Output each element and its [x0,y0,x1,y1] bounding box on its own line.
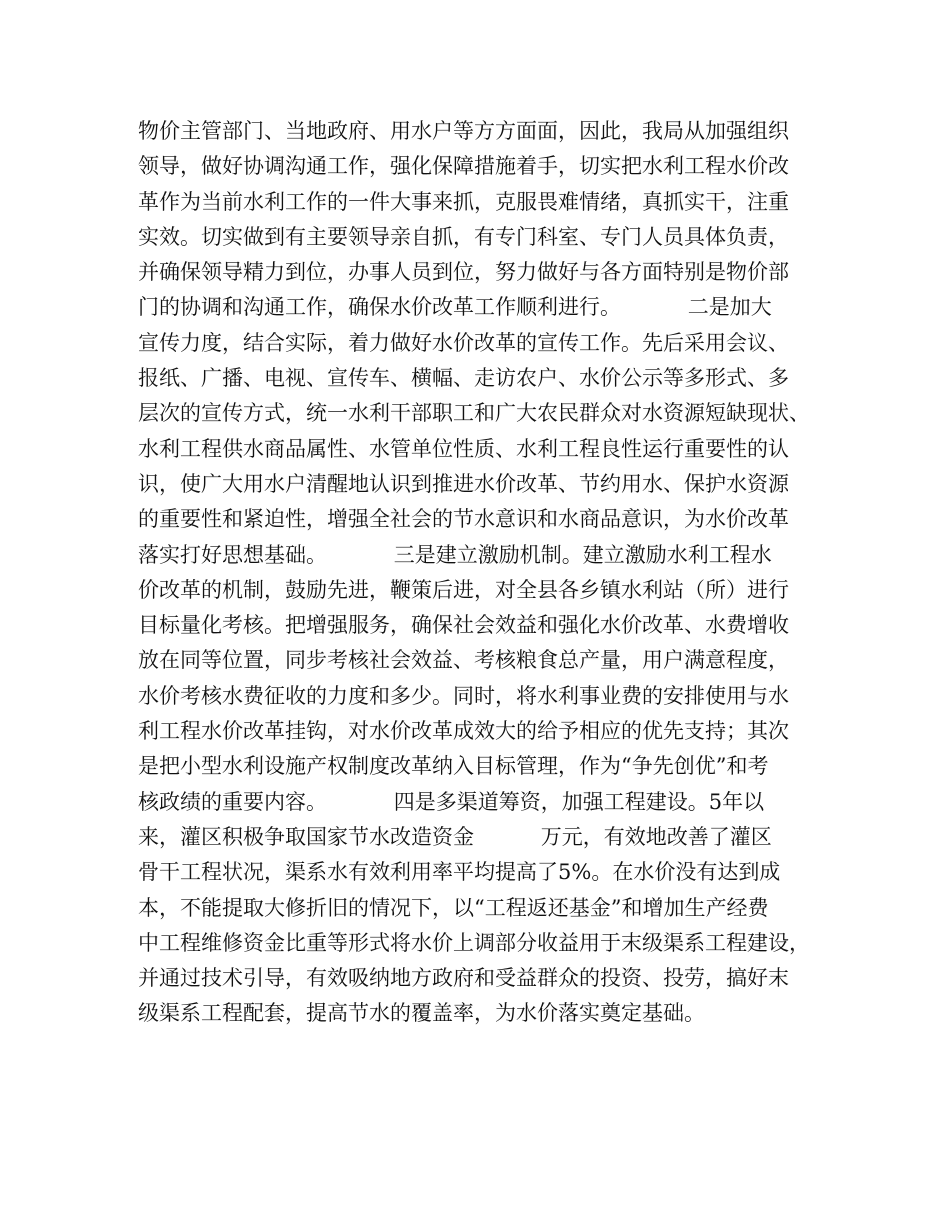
text-line: 报纸、广播、电视、宣传车、横幅、走访农户、水价公示等多形式、多 [138,366,789,391]
text-line: 骨干工程状况，渠系水有效利用率平均提高了5%。在水价没有达到成 [138,860,781,885]
body-paragraph [138,114,828,1032]
text-line: 放在同等位置，同步考核社会效益、考核粮食总产量，用户满意程度， [138,648,789,673]
text-line: 领导，做好协调沟通工作，强化保障措施着手，切实把水利工程水价改 [138,154,789,179]
text-line: 是把小型水利设施产权制度改革纳入目标管理，作为“争先创优”和考 [138,754,769,779]
text-line: 门的协调和沟通工作，确保水价改革工作顺利进行。 二是加大 [138,295,772,320]
text-line: 核政绩的重要内容。 四是多渠道筹资，加强工程建设。5年以 [138,789,765,814]
text-line: 来，灌区积极争取国家节水改造资金 万元，有效地改善了灌区 [138,824,772,849]
text-line: 物价主管部门、当地政府、用水户等方方面面，因此，我局从加强组织 [138,119,789,143]
text-line: 水利工程供水商品属性、水管单位性质、水利工程良性运行重要性的认 [138,436,789,461]
text-line: 层次的宣传方式，统一水利干部职工和广大农民群众对水资源短缺现状、 [138,401,810,426]
text-line: 识，使广大用水户清醒地认识到推进水价改革、节约用水、保护水资源 [138,471,789,496]
text-line: 革作为当前水利工作的一件大事来抓，克服畏难情绪，真抓实干，注重 [138,189,789,214]
text-line: 宣传力度，结合实际，着力做好水价改革的宣传工作。先后采用会议、 [138,330,789,355]
text-line: 本，不能提取大修折旧的情况下，以“工程返还基金”和增加生产经费 [138,895,769,920]
text-line: 并确保领导精力到位，办事人员到位，努力做好与各方面特别是物价部 [138,260,789,285]
text-line: 的重要性和紧迫性，增强全社会的节水意识和水商品意识，为水价改革 [138,507,789,532]
text-line: 目标量化考核。把增强服务，确保社会效益和强化水价改革、水费增收 [138,613,789,638]
text-line: 价改革的机制，鼓励先进，鞭策后进，对全县各乡镇水利站（所）进行 [138,577,789,602]
text-line: 利工程水价改革挂钩，对水价改革成效大的给予相应的优先支持；其次 [138,719,789,744]
text-line: 中工程维修资金比重等形式将水价上调部分收益用于末级渠系工程建设， [138,930,810,955]
text-line: 落实打好思想基础。 三是建立激励机制。建立激励水利工程水 [138,542,772,567]
text-line: 级渠系工程配套，提高节水的覆盖率，为水价落实奠定基础。 [138,1001,705,1026]
text-line: 水价考核水费征收的力度和多少。同时，将水利事业费的安排使用与水 [138,683,789,708]
text-line: 实效。切实做到有主要领导亲自抓，有专门科室、专门人员具体负责， [138,224,789,249]
text-line: 并通过技术引导，有效吸纳地方政府和受益群众的投资、投劳，搞好末 [138,966,789,991]
